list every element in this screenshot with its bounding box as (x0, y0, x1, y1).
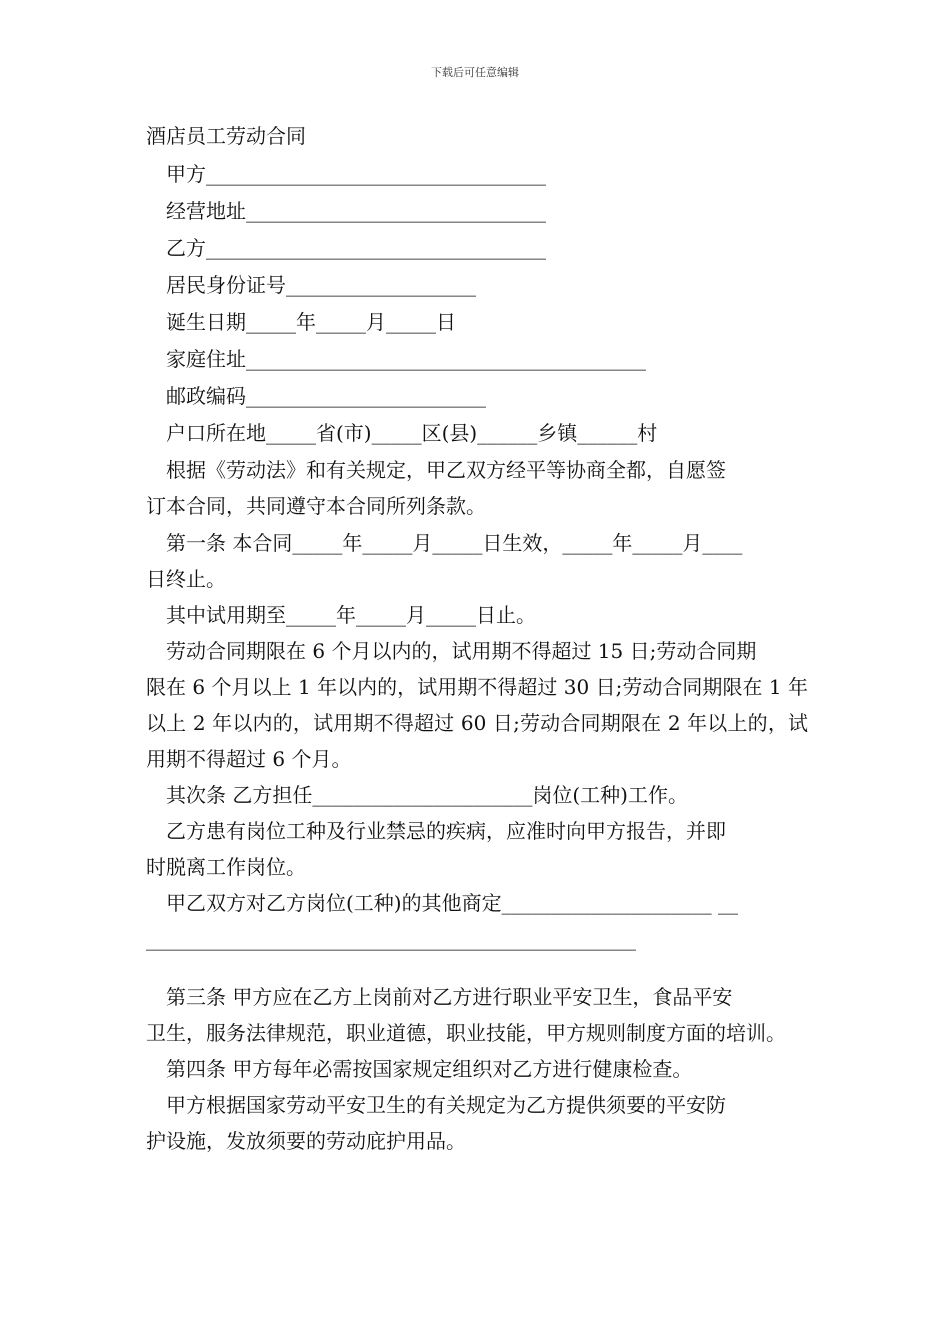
paragraph-article-1: 第一条 本合同_____年_____月_____日生效，_____年_____月____ 日终止。 (146, 531, 743, 591)
paragraph-article-4: 第四条 甲方每年必需按国家规定组织对乙方进行健康检查。 (166, 1057, 693, 1081)
field-id-number: 居民身份证号___________________ (166, 273, 476, 297)
field-party-a: 甲方__________________________________ (166, 162, 546, 186)
field-home-address: 家庭住址________________________________________ (166, 347, 646, 371)
page-header: 下载后可任意编辑 (431, 66, 519, 79)
paragraph-probation: 其中试用期至_____年_____月_____日止。 (166, 603, 536, 627)
field-party-b: 乙方__________________________________ (166, 236, 546, 260)
field-birth-date: 诞生日期_____年_____月_____日 (166, 310, 456, 334)
paragraph-disease-report: 乙方患有岗位工种及行业禁忌的疾病，应准时向甲方报告，并即 时脱离工作岗位。 (146, 819, 726, 879)
paragraph-other-agreements: 甲乙双方对乙方岗位(工种)的其他商定_____________________ __ _________________________________________________ (146, 891, 738, 951)
field-business-address: 经营地址______________________________ (166, 199, 546, 223)
field-household-registration: 户口所在地_____省(市)_____区(县)______乡镇______村 (166, 421, 658, 445)
paragraph-protective-equipment: 甲方根据国家劳动平安卫生的有关规定为乙方提供须要的平安防 护设施，发放须要的劳动庇护用品。 (146, 1093, 726, 1153)
document-title: 酒店员工劳动合同 (146, 124, 306, 148)
document-body (146, 116, 808, 1159)
paragraph-probation-rules: 劳动合同期限在 6 个月以内的，试用期不得超过 15 日;劳动合同期 限在 6 个月以上 1 年以内的，试用期不得超过 30 日;劳动合同期限在 1 年以上 2 年以内的，试用期不得超过 60 日;劳动合同期限在 2 年以上的，试用期不得超过 6 个月。 (146, 639, 808, 771)
paragraph-preamble: 根据《劳动法》和有关规定，甲乙双方经平等协商全都，自愿签 订本合同，共同遵守本合同所列条款。 (146, 458, 726, 518)
paragraph-article-3: 第三条 甲方应在乙方上岗前对乙方进行职业平安卫生，食品平安 卫生，服务法律规范，职业道德，职业技能，甲方规则制度方面的培训。 (146, 985, 786, 1045)
paragraph-article-2: 其次条 乙方担任______________________岗位(工种)工作。 (166, 783, 688, 807)
field-postal-code: 邮政编码________________________ (166, 384, 486, 408)
